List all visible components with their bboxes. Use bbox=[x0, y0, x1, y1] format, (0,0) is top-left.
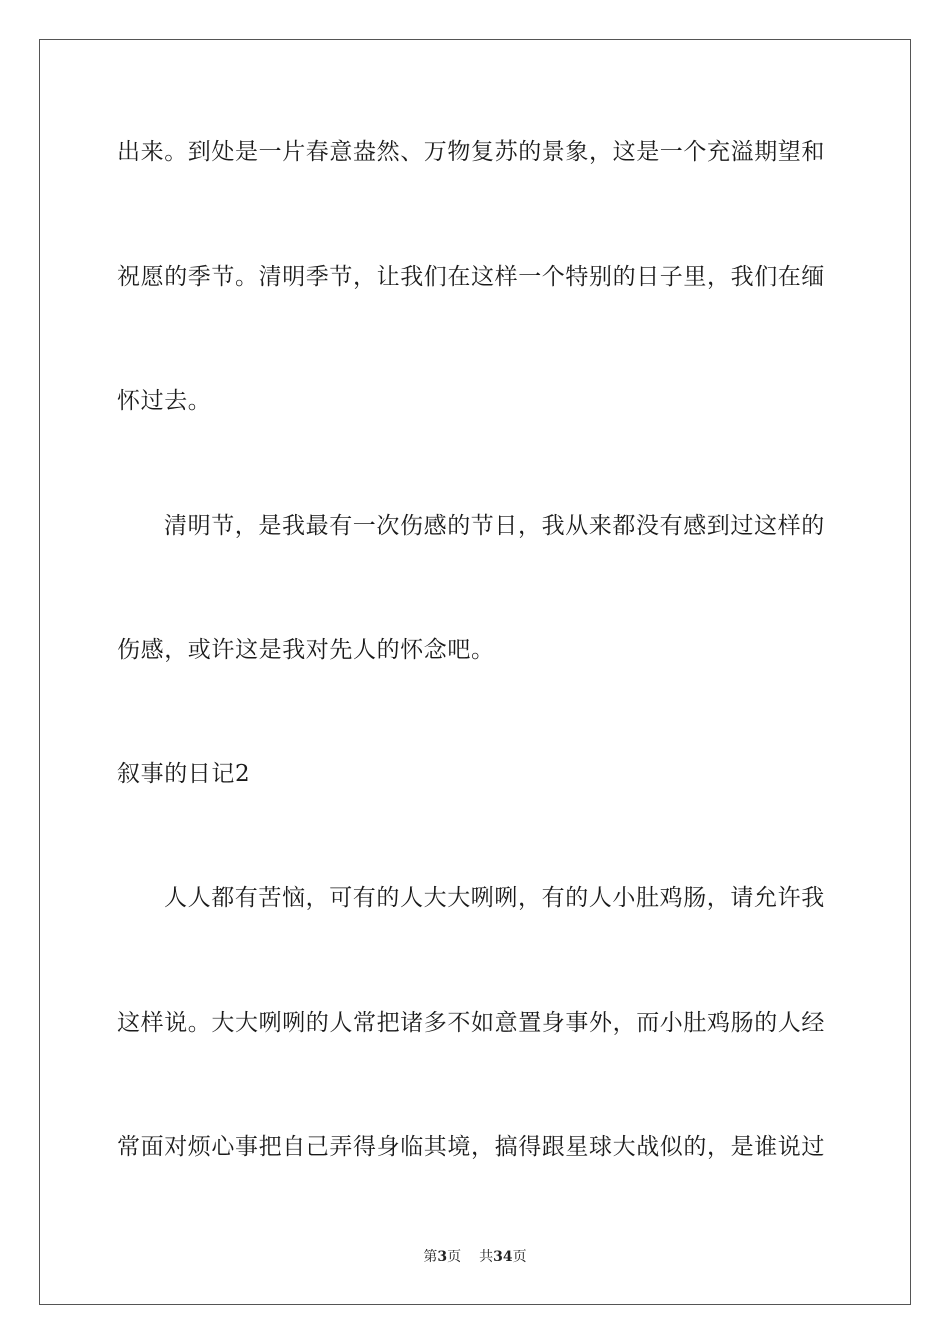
footer-total-pages: 34 bbox=[493, 1249, 513, 1265]
body-text-line: 这样说。大大咧咧的人常把诸多不如意置身事外，而小肚鸡肠的人经 bbox=[117, 1010, 825, 1036]
footer-page-prefix: 第 bbox=[423, 1249, 438, 1265]
footer-total-prefix: 共 bbox=[479, 1249, 494, 1265]
body-text-line: 祝愿的季节。清明季节，让我们在这样一个特别的日子里，我们在缅 bbox=[117, 264, 825, 290]
paragraph-start-line: 人人都有苦恼，可有的人大大咧咧，有的人小肚鸡肠，请允许我 bbox=[164, 885, 825, 911]
page-border bbox=[39, 39, 911, 1305]
body-text-line: 出来。到处是一片春意盎然、万物复苏的景象，这是一个充溢期望和 bbox=[117, 139, 825, 165]
footer-page-suffix: 页 bbox=[447, 1249, 462, 1265]
body-text-line: 伤感，或许这是我对先人的怀念吧。 bbox=[117, 637, 495, 663]
body-text-line: 怀过去。 bbox=[117, 388, 212, 414]
footer-page-number: 3 bbox=[437, 1249, 448, 1265]
body-text-line: 常面对烦心事把自己弄得身临其境，搞得跟星球大战似的，是谁说过 bbox=[117, 1134, 825, 1160]
paragraph-start-line: 清明节，是我最有一次伤感的节日，我从来都没有感到过这样的 bbox=[164, 513, 825, 539]
page-footer bbox=[0, 1247, 950, 1267]
section-heading: 叙事的日记2 bbox=[117, 761, 251, 787]
footer-total-suffix: 页 bbox=[512, 1249, 527, 1265]
